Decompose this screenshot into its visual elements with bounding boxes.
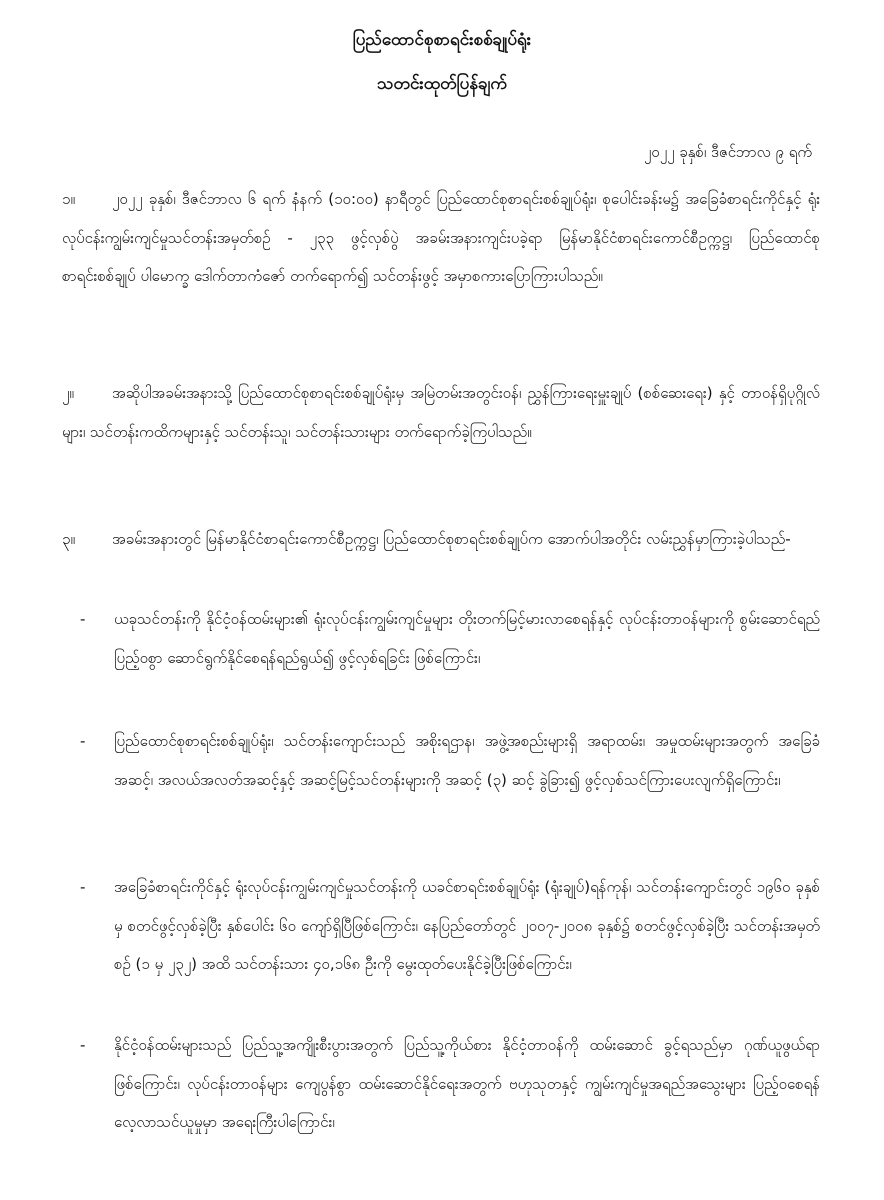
bullet-text: ယခုသင်တန်းကို နိုင်ငံ့ဝန်ထမ်းများ၏ ရုံးလုပ်ငန်းကျွမ်းကျင်မှုများ တိုးတက်မြင့်မားလာစေရန်နှင့် လုပ်ငန်းတာဝန်များကို စွမ်းဆောင်ရည်ပြည့်ဝစွာ ဆောင်ရွက်နိုင်စေရန်ရည်ရွယ်၍ ဖွင့်လှစ်ရခြင်း ဖြစ်ကြောင်း၊ (114, 610, 820, 667)
paragraph-number: ၂။ (62, 384, 74, 402)
bullet-text: အခြေခံစာရင်းကိုင်နှင့် ရုံးလုပ်ငန်းကျွမ်းကျင်မှုသင်တန်းကို ယခင်စာရင်းစစ်ချုပ်ရုံး (ရုံးချုပ်)ရန်ကုန်၊ သင်တန်းကျောင်းတွင် ၁၉၆၀ ခုနှစ်မှ စတင်ဖွင့်လှစ်ခဲ့ပြီး နှစ်ပေါင်း ၆၀ ကျော်ရှိပြီဖြစ်ကြောင်း၊ နေပြည်တော်တွင် ၂၀၀၇-၂၀၀၈ ခုနှစ်၌ စတင်ဖွင့်လှစ်ခဲ့ပြီး သင်တန်းအမှတ်စဉ် (၁ မှ ၂၃၂) အထိ သင်တန်းသား ၄၀,၁၆၈ ဦးကို မွေးထုတ်ပေးနိုင်ခဲ့ပြီးဖြစ်ကြောင်း၊ (114, 878, 820, 973)
paragraph-number: ၁။ (62, 190, 75, 208)
office-title: ပြည်ထောင်စုစာရင်းစစ်ချုပ်ရုံး (352, 30, 532, 50)
document-title: သတင်းထုတ်ပြန်ချက် (377, 74, 507, 94)
list-item (80, 1026, 820, 1142)
list-item (80, 868, 820, 984)
paragraph-text: အခမ်းအနားတွင် မြန်မာနိုင်ငံစာရင်းကောင်စီဥက္ကဋ္ဌ၊ ပြည်ထောင်စုစာရင်းစစ်ချုပ်က အောက်ပါအတိုင်း လမ်းညွှန်မှာကြားခဲ့ပါသည်- (112, 530, 791, 548)
bullet-dash: - (80, 732, 86, 750)
release-date: ၂၀၂၂ ခုနှစ်၊ ဒီဇင်ဘာလ ၉ ရက် (643, 143, 812, 161)
paragraph-text: ၂၀၂၂ ခုနှစ်၊ ဒီဇင်ဘာလ ၆ ရက် နံနက် (၁၀:၀၀) နာရီတွင် ပြည်ထောင်စုစာရင်းစစ်ချုပ်ရုံး၊ စုပေါင်းခန်းမ၌ အခြေခံစာရင်းကိုင်နှင့် ရုံးလုပ်ငန်းကျွမ်းကျင်မှုသင်တန်းအမှတ်စဉ် - ၂၃၃ ဖွင့်လှစ်ပွဲ အခမ်းအနားကျင်းပခဲ့ရာ မြန်မာနိုင်ငံစာရင်းကောင်စီဥက္ကဋ္ဌ၊ ပြည်ထောင်စုစာရင်းစစ်ချုပ် ပါမောက္ခ ဒေါက်တာကံဇော် တက်ရောက်၍ သင်တန်းဖွင့် အမှာစကားပြောကြားပါသည်။ (62, 190, 820, 285)
bullet-dash: - (80, 1036, 86, 1054)
bullet-dash: - (80, 610, 86, 628)
paragraph-2 (62, 374, 820, 451)
list-item (80, 600, 820, 677)
bullet-dash: - (80, 878, 86, 896)
paragraph-number: ၃။ (62, 530, 75, 548)
paragraph-text: အဆိုပါအခမ်းအနားသို့ ပြည်ထောင်စုစာရင်းစစ်ချုပ်ရုံးမှ အမြဲတမ်းအတွင်းဝန်၊ ညွှန်ကြားရေးမှူးချုပ် (စစ်ဆေးရေး) နှင့် တာဝန်ရှိပုဂ္ဂိုလ်များ၊ သင်တန်းကထိကများနှင့် သင်တန်းသူ၊ သင်တန်းသားများ တက်ရောက်ခဲ့ကြပါသည်။ (62, 384, 820, 441)
bullet-text: နိုင်ငံ့ဝန်ထမ်းများသည် ပြည်သူ့အကျိုးစီးပွားအတွက် ပြည်သူ့ကိုယ်စား နိုင်ငံ့တာဝန်ကို ထမ်းဆောင် ခွင့်ရသည်မှာ ဂုဏ်ယူဖွယ်ရာဖြစ်ကြောင်း၊ လုပ်ငန်းတာဝန်များ ကျေပွန်စွာ ထမ်းဆောင်နိုင်ရေးအတွက် ဗဟုသုတနှင့် ကျွမ်းကျင်မှုအရည်အသွေးများ ပြည့်ဝစေရန် လေ့လာသင်ယူမှုမှာ အရေးကြီးပါကြောင်း၊ (114, 1036, 820, 1131)
bullet-text: ပြည်ထောင်စုစာရင်းစစ်ချုပ်ရုံး၊ သင်တန်းကျောင်းသည် အစိုးရဌာန၊ အဖွဲ့အစည်းများရှိ အရာထမ်း၊ အမှုထမ်းများအတွက် အခြေခံအဆင့်၊ အလယ်အလတ်အဆင့်နှင့် အဆင့်မြင့်သင်တန်းများကို အဆင့် (၃) ဆင့် ခွဲခြား၍ ဖွင့်လှစ်သင်ကြားပေးလျက်ရှိကြောင်း၊ (114, 732, 820, 789)
paragraph-3 (62, 520, 820, 559)
paragraph-1 (62, 180, 820, 296)
list-item (80, 722, 820, 799)
